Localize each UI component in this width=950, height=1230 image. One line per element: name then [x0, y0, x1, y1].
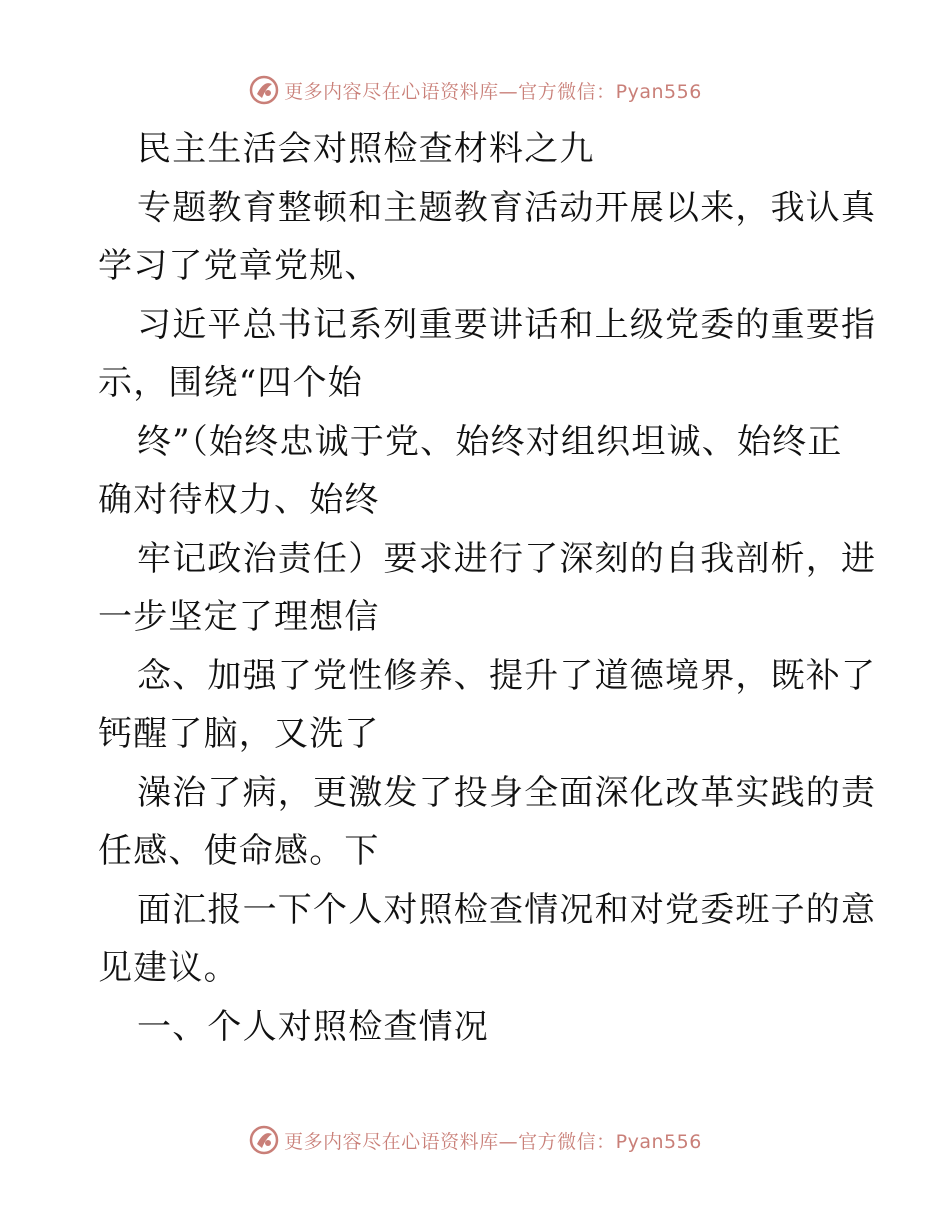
document-line: 面汇报一下个人对照检查情况和对党委班子的意	[137, 889, 877, 930]
watermark-text: 更多内容尽在心语资料库—官方微信：Pyan556	[284, 1130, 702, 1153]
document-line: 任感、使命感。下	[98, 831, 380, 871]
document-line: 一步坚定了理想信	[98, 597, 380, 637]
document-line: 确对待权力、始终	[98, 480, 380, 520]
document-line: 牢记政治责任）要求进行了深刻的自我剖析，进	[137, 538, 877, 579]
document-line: 见建议。	[98, 948, 239, 988]
document-line: 专题教育整顿和主题教育活动开展以来，我认真	[137, 187, 877, 228]
logo-icon	[248, 1124, 280, 1156]
document-line: 一、个人对照检查情况	[137, 1006, 489, 1047]
document-line: 澡治了病，更激发了投身全面深化改革实践的责	[137, 772, 877, 813]
document-line: 民主生活会对照检查材料之九	[137, 129, 595, 169]
watermark-text: 更多内容尽在心语资料库—官方微信：Pyan556	[284, 80, 702, 103]
logo-icon	[248, 74, 280, 106]
document-line: 习近平总书记系列重要讲话和上级党委的重要指	[137, 304, 877, 345]
header-watermark	[0, 70, 950, 110]
document-body	[98, 120, 877, 1056]
document-line: 示，围绕“四个始	[98, 363, 363, 403]
document-line: 终”（始终忠诚于党、始终对组织坦诚、始终正	[137, 421, 843, 462]
document-line: 念、加强了党性修养、提升了道德境界，既补了	[137, 655, 877, 696]
document-line: 钙醒了脑，又洗了	[98, 714, 380, 754]
footer-watermark	[0, 1120, 950, 1160]
document-line: 学习了党章党规、	[98, 246, 380, 286]
